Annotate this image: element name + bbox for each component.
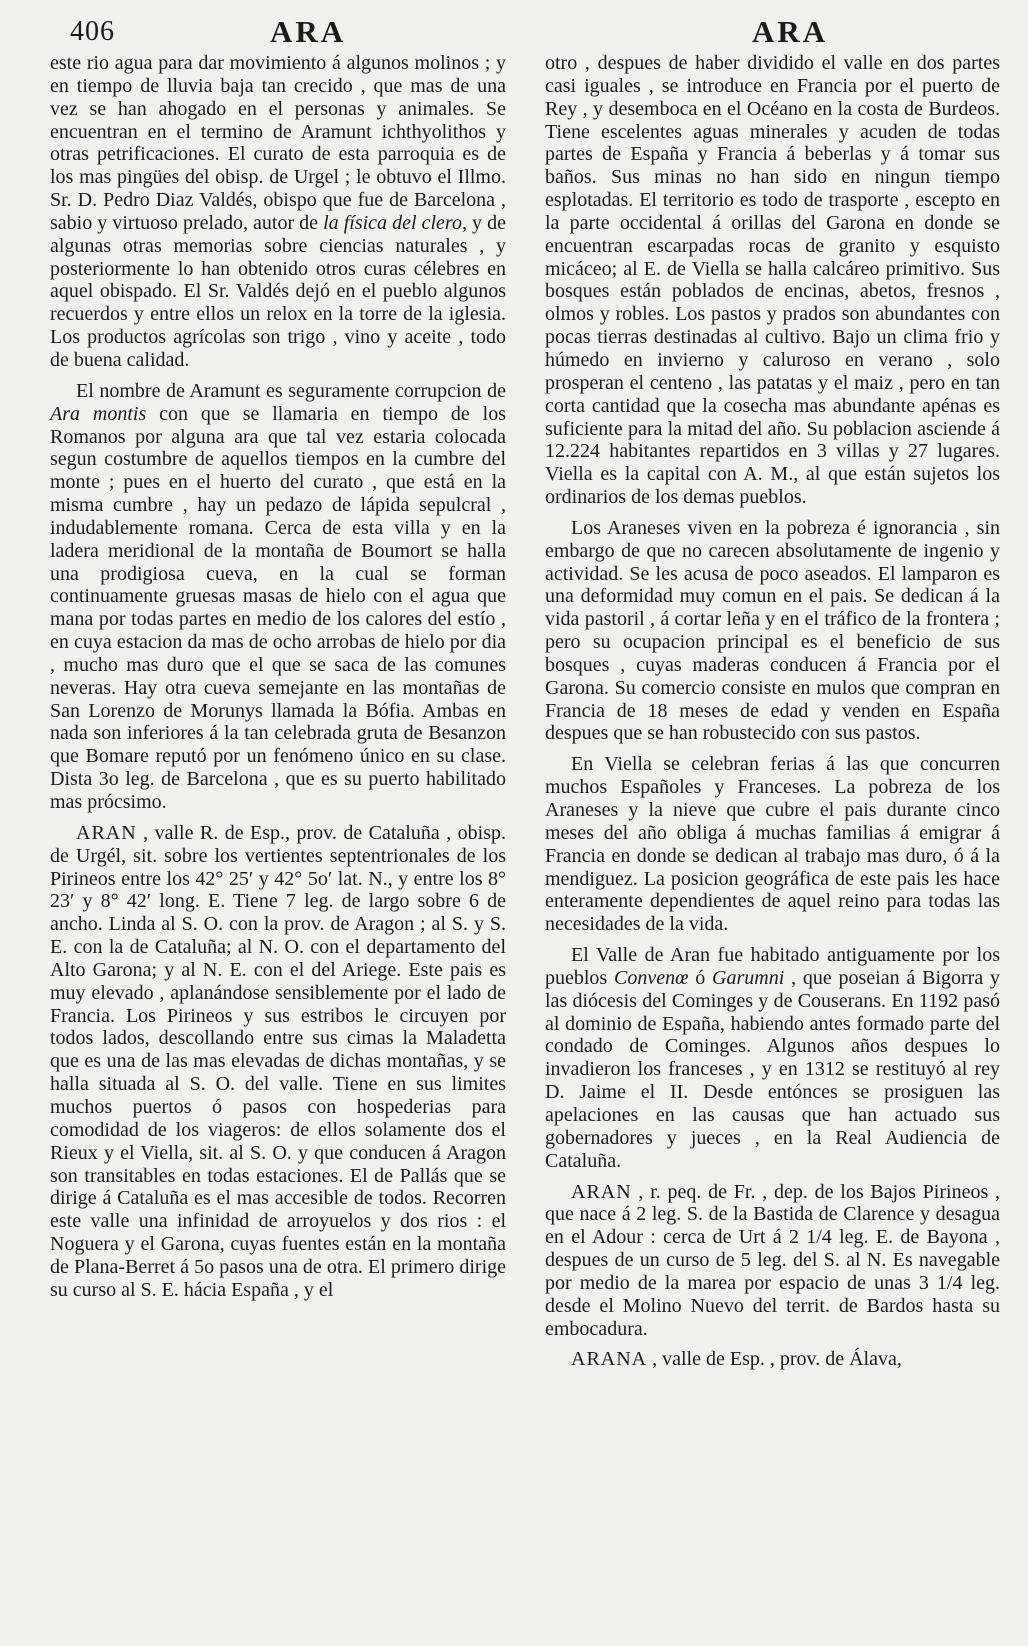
right-column	[545, 52, 1000, 1371]
entry-aran-valle	[50, 822, 506, 1302]
paragraph-text: , que poseian á Bigorra y las diócesis del Cominges y de Couserans. En 1192 pasó al dominio de España, habiendo antes formado parte del condado de Cominges. Algunos años despues lo invadieron los franceses , y en 1312 se restituyó al rey D. Jaime el II. Desde entónces se prosiguen las apelaciones en las causas que han actuado sus gobernadores y jueces , en la Real Audiencia de Cataluña.	[545, 966, 1000, 1172]
paragraph-text: este rio agua para dar movimiento á algunos molinos ; y en tiempo de lluvia baja tan crecido , que mas de una vez se han ahogado en el personas y animales. Se encuentran en el termino de Aramunt ichthyolithos y otras petrificaciones. El curato de esta parroquia es de los mas pingües del obisp. de Urgel ; le obtuvo el Illmo. Sr. D. Pedro Diaz Valdés, obispo que fue de Barcelona , sabio y virtuoso prelado, autor de	[50, 52, 506, 234]
latin-term: Convenœ	[614, 966, 689, 989]
running-head-right: ARA	[752, 14, 829, 49]
paragraph-text: , valle R. de Esp., prov. de Cataluña , obisp. de Urgél, sit. sobre los vertientes septentrionales de los Pirineos entre los 42° 25′ y 42° 5o′ lat. N., y entre los 8° 23′ y 8° 42′ long. E. Tiene 7 leg. de largo sobre 6 de ancho. Linda al S. O. con la prov. de Aragon ; al S. y S. E. con la de Cataluña; al N. O. con el departamento del Alto Garona; y al N. E. con el del Ariege. Este pais es muy elevado , aplanándose sensiblemente por el lado de Francia. Los Pirineos y sus estribos le circuyen por todos lados, descollando entre sus cimas la Maladetta que es una de las mas elevadas de dichas montañas, y se halla situada al S. O. del valle. Tiene en sus limites muchos puertos ó pasos con hospederias para comodidad de los viageros: de ellos solamente dos el Rieux y el Viella, sit. al S. O. y que conducen á Aragon son transitables en todas estaciones. El de Pallás que se dirige á Cataluña es el mas accesible de todos. Recorren este valle una infinidad de arroyuelos y dos rios : el Noguera y el Garona, cuyas fuentes están en la montaña de Plana-Berret á 5o pasos una de otra. El primero dirige su curso al S. E. hácia España , y el	[50, 821, 506, 1301]
paragraph-text: con que se llamaria en tiempo de los Romanos por alguna ara que tal vez estaria colocada segun costumbre de aquellos tiempos en la cumbre del monte ; pues en el huerto del curato , que está en la misma cumbre , hay un pedazo de lápida sepulcral , indudablemente romana. Cerca de esta villa y en la ladera meridional de la montaña de Boumort se halla una prodigiosa cueva, en la cual se forman continuamente gruesas masas de hielo con el agua que mana por todas partes en medio de los calores del estío , en cuya estacion da mas de ocho arrobas de hielo por dia , mucho mas duro que el que se saca de las comunes neveras. Hay otra cueva semejante en las montañas de San Lorenzo de Morunys llamada la Bófia. Ambas en nada son inferiores á la tan celebrada gruta de Besanzon que Bomare reputó por un fenómeno único en su clase. Dista 3o leg. de Barcelona , que es su puerto habilitado mas prócsimo.	[50, 402, 507, 813]
paragraph-text: El Valle de Aran fue habitado antiguamente por los pueblos	[545, 944, 1000, 989]
entry-headword: ARAN	[76, 821, 137, 844]
book-title: la física del clero,	[323, 211, 467, 234]
latin-term: Ara montis	[50, 402, 147, 425]
paragraph-history	[545, 944, 1000, 1172]
running-head-left: ARA	[270, 14, 347, 49]
paragraph-text: En Viella se celebran ferias á las que concurren muchos Españoles y Franceses. La pobreza de los Araneses y la nieve que cubre el pais durante cinco meses del año obliga á muchas familias á emigrar á Francia en donde se dedican al trabajo mas duro, ó á la mendiguez. La posicion geográfica de este pais les hace enteramente dependientes de aquel reino para todas las necesidades de la vida.	[545, 753, 1000, 936]
entry-aran-rio	[545, 1181, 1000, 1341]
paragraph-text: El nombre de Aramunt es seguramente corrupcion de	[76, 379, 506, 402]
paragraph-text: y de algunas otras memorias sobre ciencias naturales , y posteriormente lo han obtenido otros curas célebres en aquel obispado. El Sr. Valdés dejó en el pueblo algunos recuerdos y entre ellos un relox en la torre de la iglesia. Los productos agrícolas son trigo , vino y aceite , todo de buena calidad.	[50, 211, 506, 371]
page-number: 406	[70, 16, 115, 47]
paragraph-araneses	[545, 517, 1000, 745]
entry-headword: ARANA	[571, 1348, 648, 1371]
paragraph-text: ó	[688, 966, 713, 989]
paragraph-aramunt-continued	[50, 52, 506, 372]
paragraph-aramunt-name	[50, 380, 506, 814]
left-column	[50, 52, 506, 1302]
entry-arana	[545, 1348, 1000, 1371]
entry-headword: ARAN	[571, 1180, 632, 1203]
latin-term: Garumni	[712, 966, 785, 989]
paragraph-aran-continued	[545, 52, 1000, 509]
paragraph-text: Los Araneses viven en la pobreza é ignorancia , sin embargo de que no carecen absolutamente de ingenio y actividad. Se les acusa de poco aseados. El lamparon es una deformidad muy comun en el pais. Se dedican á la vida pastoril , á cortar leña y en el tráfico de la frontera ; pero su ocupacion principal es el beneficio de sus bosques , cuyas maderas conducen á Francia por el Garona. Su comercio consiste en mulos que compran en Francia de 18 meses de edad y venden en España despues que se han robustecido con sus pastos.	[545, 516, 1000, 745]
paragraph-text: , valle de Esp. , prov. de Álava,	[647, 1348, 902, 1371]
paragraph-text: otro , despues de haber dividido el valle en dos partes casi iguales , se introduce en Francia por el puerto de Rey , y desemboca en el Océano en la costa de Burdeos. Tiene escelentes aguas minerales y acuden de todas partes de España y Francia á beberlas y á tomar sus baños. Sus minas no han sido en ningun tiempo esplotadas. El territorio es todo de trasporte , escepto en la parte occidental á orillas del Garona en donde se encuentran escarpadas rocas de granito y esquisto micáceo; al E. de Viella se halla calcáreo primitivo. Sus bosques están poblados de encinas, abetos, fresnos , olmos y robles. Los pastos y prados son abundantes con pocas tierras destinadas al cultivo. Bajo un clima frio y húmedo en invierno y caluroso en verano , solo prosperan el centeno , las patatas y el maiz , pero en tan corta cantidad que la cosecha mas abundante apénas es suficiente para la mitad del año. Su poblacion asciende á 12.224 habitantes repartidos en 3 villas y 27 lugares. Viella es la capital con A. M., al que están sujetos los ordinarios de los demas pueblos.	[545, 52, 1000, 509]
paragraph-viella-ferias	[545, 753, 1000, 936]
paragraph-text: , r. peq. de Fr. , dep. de los Bajos Pirineos , que nace á 2 leg. S. de la Bastida de Clarence y desagua en el Adour : cerca de Urt á 2 1/4 leg. E. de Bayona , despues de un curso de 5 leg. del S. al N. Es navegable por medio de la marea por espacio de unas 3 1/4 leg. desde el Molino Nuevo del territ. de Bardos hasta su embocadura.	[545, 1180, 1000, 1340]
